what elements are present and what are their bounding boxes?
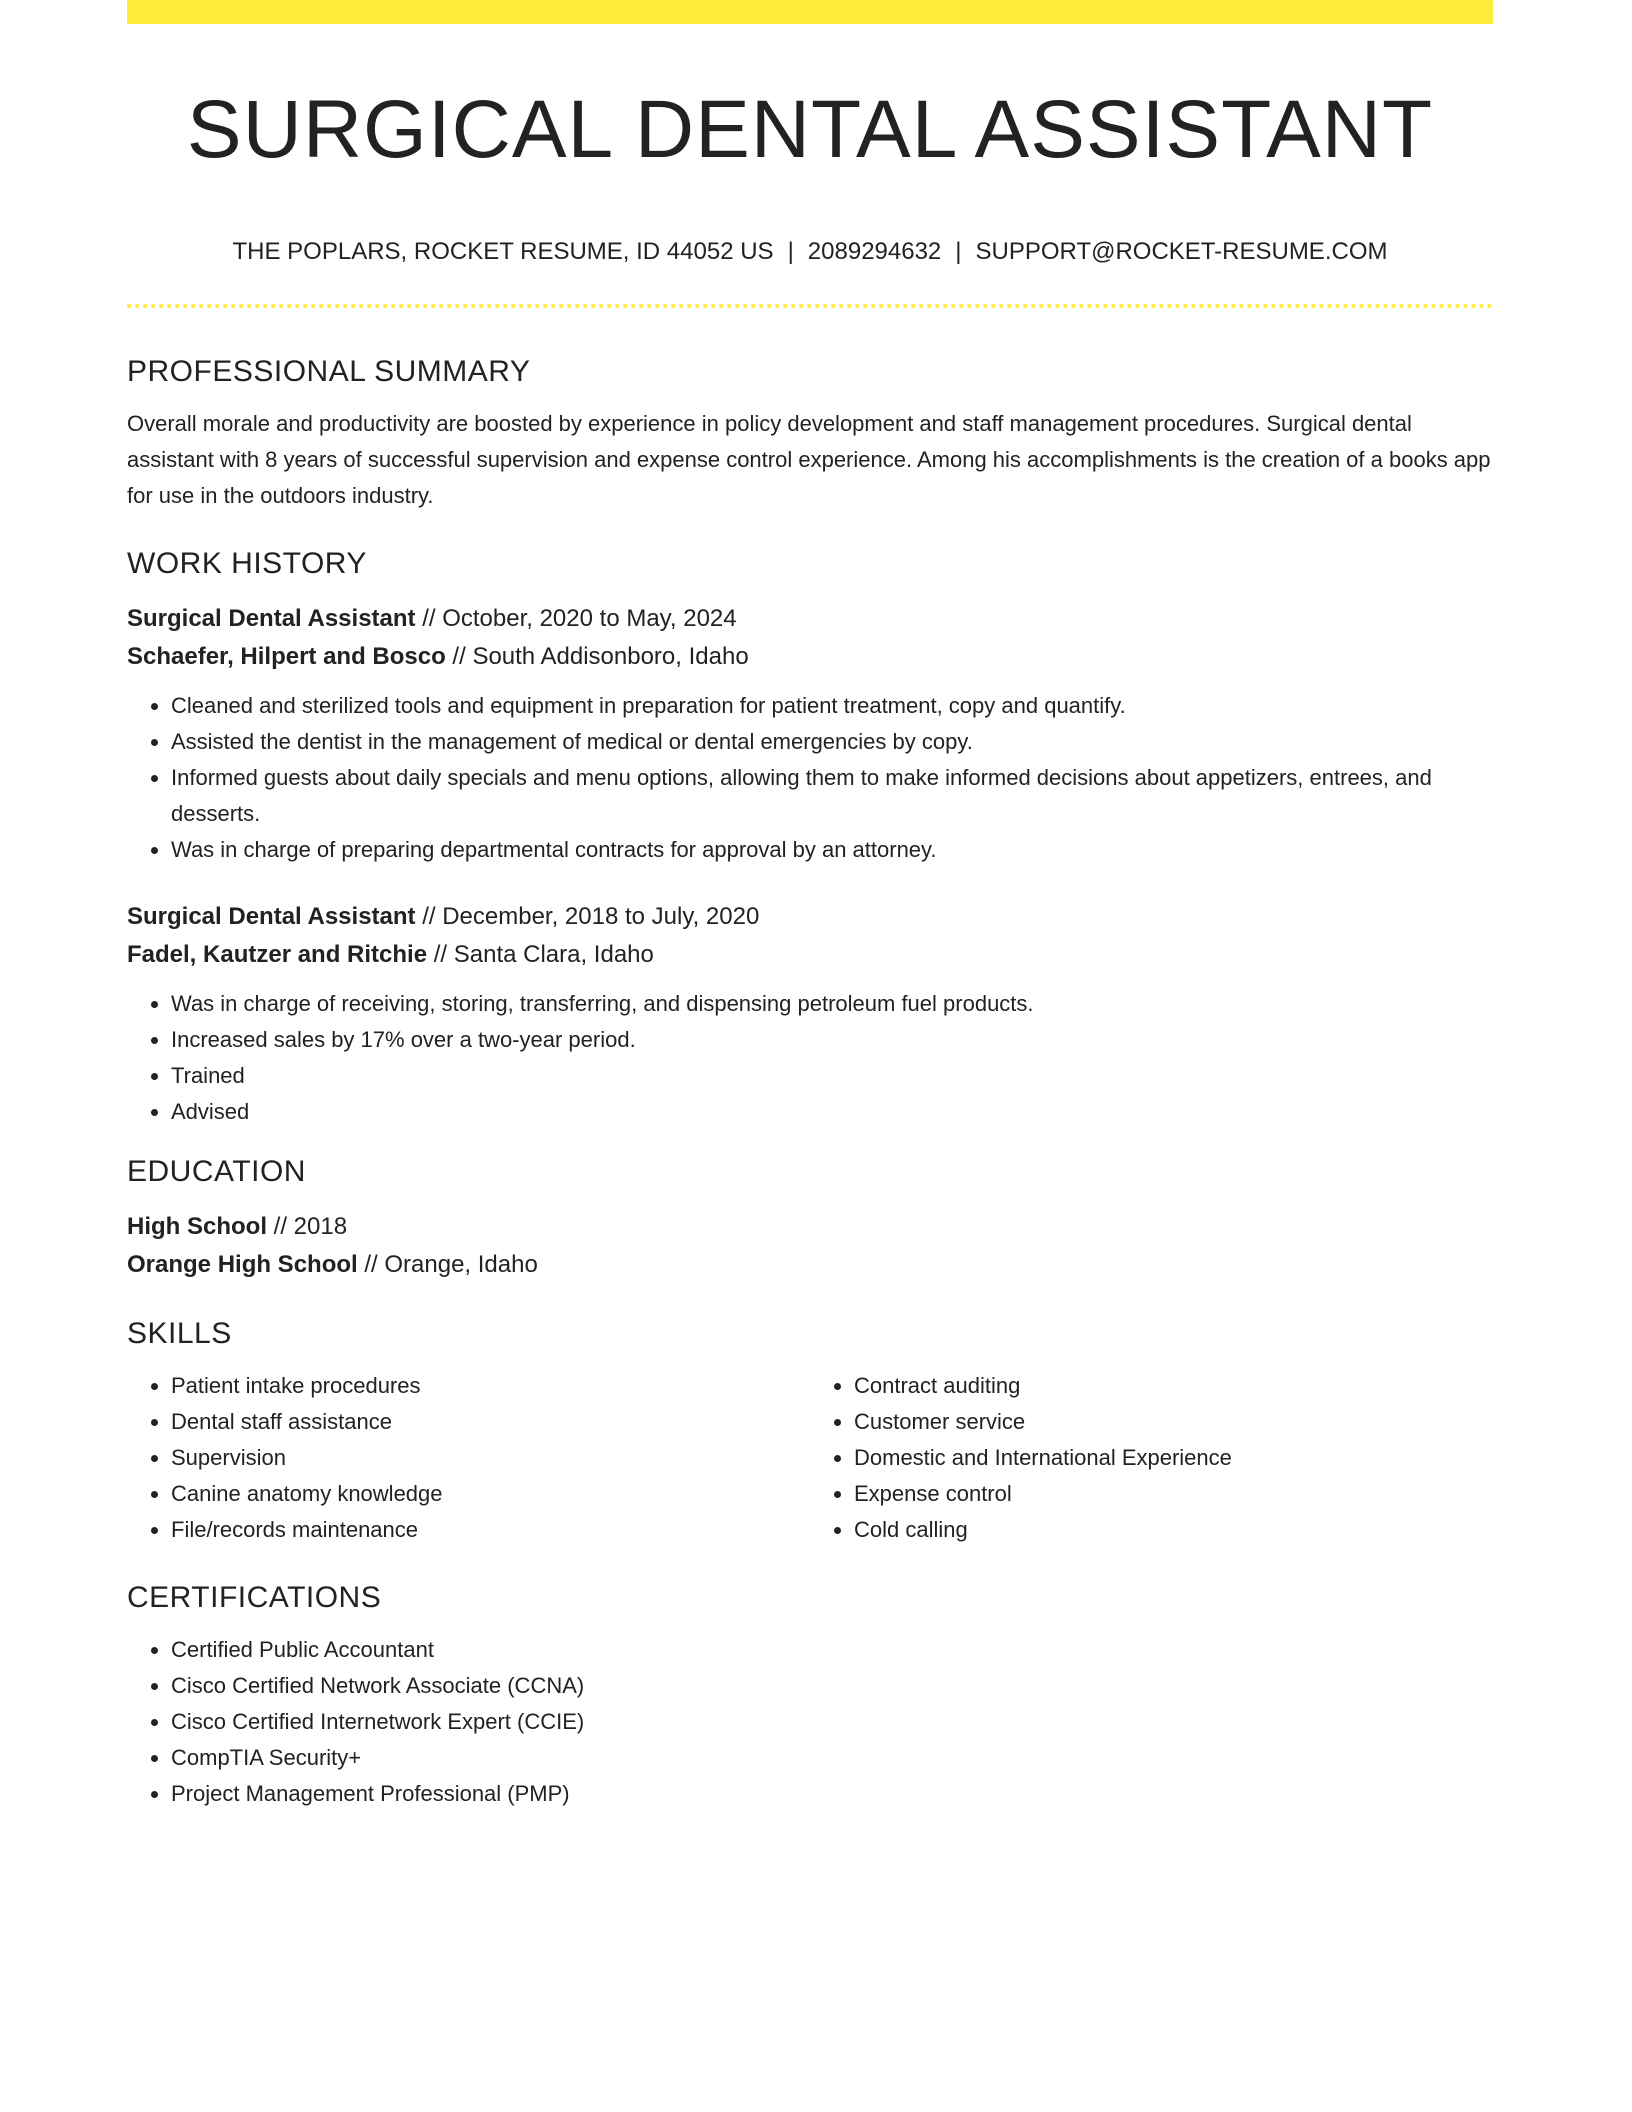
certifications-section <box>127 1576 1493 1812</box>
job-title: Surgical Dental Assistant <box>127 903 416 930</box>
list-item: • Trained <box>171 1058 1493 1094</box>
list-item: • Project Management Professional (PMP) <box>171 1776 1493 1812</box>
summary-section <box>127 350 1493 514</box>
job-company: Fadel, Kautzer and Ritchie <box>127 941 428 968</box>
list-item: • Patient intake procedures <box>171 1368 810 1404</box>
education-school-line <box>127 1246 1493 1284</box>
contact-email: SUPPORT@ROCKET-RESUME.COM <box>975 238 1388 265</box>
job-title-line <box>127 898 1493 936</box>
list-item: • Was in charge of receiving, storing, transferring, and dispensing petroleum fuel products. <box>171 986 1493 1022</box>
list-item: • Domestic and International Experience <box>854 1440 1493 1476</box>
skills-grid <box>127 1356 1493 1548</box>
summary-heading: PROFESSIONAL SUMMARY <box>127 355 531 388</box>
work-history-section <box>127 542 1493 1130</box>
resume-title: SURGICAL DENTAL ASSISTANT <box>186 84 1434 175</box>
contact-address: THE POPLARS, ROCKET RESUME, ID 44052 US <box>232 238 774 265</box>
list-item: • Customer service <box>854 1404 1493 1440</box>
job-dates: // October, 2020 to May, 2024 <box>415 605 737 632</box>
job-title-line <box>127 600 1493 638</box>
job-title: Surgical Dental Assistant <box>127 605 416 632</box>
list-item: • Expense control <box>854 1476 1493 1512</box>
list-item: • Advised <box>171 1094 1493 1130</box>
contact-line <box>127 236 1493 268</box>
education-school: Orange High School <box>127 1251 358 1278</box>
skills-heading: SKILLS <box>127 1317 232 1350</box>
list-item: • Cold calling <box>854 1512 1493 1548</box>
contact-separator: | <box>955 238 962 265</box>
job-company-line <box>127 936 1493 974</box>
certifications-list <box>127 1632 1493 1812</box>
list-item: • Was in charge of preparing departmental contracts for approval by an attorney. <box>171 832 1493 868</box>
education-degree-line <box>127 1208 1493 1246</box>
job-entry <box>127 600 1493 868</box>
job-company-line <box>127 638 1493 676</box>
list-item: • Increased sales by 17% over a two-year period. <box>171 1022 1493 1058</box>
skills-section <box>127 1312 1493 1548</box>
list-item: • Canine anatomy knowledge <box>171 1476 810 1512</box>
job-bullets <box>127 688 1493 868</box>
list-item: • Cisco Certified Network Associate (CCNA) <box>171 1668 1493 1704</box>
job-dates: // December, 2018 to July, 2020 <box>415 903 760 930</box>
resume-content <box>127 350 1493 1812</box>
job-bullets <box>127 986 1493 1130</box>
list-item: • Assisted the dentist in the management of medical or dental emergencies by copy. <box>171 724 1493 760</box>
education-heading: EDUCATION <box>127 1155 306 1188</box>
job-company: Schaefer, Hilpert and Bosco <box>127 643 446 670</box>
certifications-heading: CERTIFICATIONS <box>127 1581 382 1614</box>
list-item: • Dental staff assistance <box>171 1404 810 1440</box>
contact-separator: | <box>787 238 794 265</box>
list-item: • Contract auditing <box>854 1368 1493 1404</box>
header-divider <box>127 304 1493 308</box>
list-item: • Certified Public Accountant <box>171 1632 1493 1668</box>
job-location: // South Addisonboro, Idaho <box>445 643 749 670</box>
job-entry <box>127 898 1493 1130</box>
work-history-heading: WORK HISTORY <box>127 547 367 580</box>
list-item: • Informed guests about daily specials and menu options, allowing them to make informed decisions about appetizers, entrees, and desserts. <box>171 760 1493 832</box>
contact-phone: 2089294632 <box>807 238 942 265</box>
list-item: • CompTIA Security+ <box>171 1740 1493 1776</box>
skills-right-list <box>810 1368 1493 1548</box>
job-location: // Santa Clara, Idaho <box>427 941 654 968</box>
list-item: • Supervision <box>171 1440 810 1476</box>
summary-text: Overall morale and productivity are boosted by experience in policy development and staff management procedures. Surgical dental assistant with 8 years of successful supervision and expense control experience. Among his accomplishments is the creation of a books app for use in the outdoors industry. <box>127 411 1491 508</box>
skills-left-list <box>127 1368 810 1548</box>
education-degree: High School <box>127 1213 267 1240</box>
top-accent-bar <box>127 0 1493 24</box>
education-section <box>127 1150 1493 1284</box>
education-location: // Orange, Idaho <box>357 1251 538 1278</box>
list-item: • Cisco Certified Internetwork Expert (CCIE) <box>171 1704 1493 1740</box>
education-year: // 2018 <box>267 1213 348 1240</box>
list-item: • Cleaned and sterilized tools and equipment in preparation for patient treatment, copy and quantify. <box>171 688 1493 724</box>
list-item: • File/records maintenance <box>171 1512 810 1548</box>
